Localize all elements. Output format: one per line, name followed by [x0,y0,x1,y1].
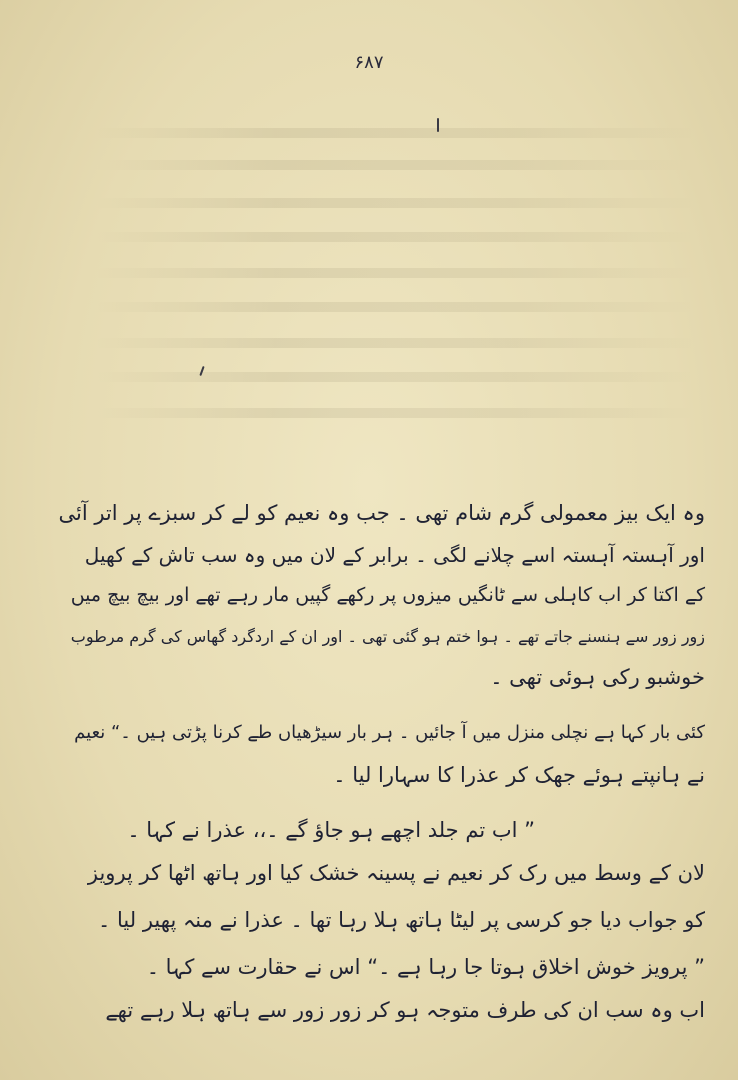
text-line: نے ہانپتے ہوئے جھک کر عذرا کا سہارا لیا ۔ [333,763,705,787]
show-through-line [95,232,695,242]
page-number: ۶۸۷ [354,52,384,73]
show-through-line [95,128,695,138]
text-line: وہ ایک بیز معمولی گرم شام تھی ۔ جب وہ نعیم کو لے کر سبزے پر اتر آئی [58,501,705,525]
text-line: لان کے وسط میں رک کر نعیم نے پسینہ خشک کیا اور ہاتھ اٹھا کر پرویز [87,861,705,885]
show-through-line [95,268,695,278]
text-line: ” اب تم جلد اچھے ہو جاؤ گے ۔،، عذرا نے کہا ۔ [127,818,535,842]
text-line: اب وہ سب ان کی طرف متوجہ ہو کر زور زور سے ہاتھ ہلا رہے تھے [105,998,705,1022]
show-through-line [95,160,695,170]
show-through-line [95,372,695,382]
show-through-line [95,408,695,418]
show-through-line [95,198,695,208]
show-through-line [95,302,695,312]
text-line: کو جواب دیا جو کرسی پر لیٹا ہاتھ ہلا رہا تھا ۔ عذرا نے منہ پھیر لیا ۔ [98,908,705,932]
text-line: زور زور سے ہنسنے جاتے تھے ۔ ہوا ختم ہو گئی تھی ۔ اور ان کے اردگرد گھاس کی گرم مرطوب [70,627,705,646]
text-line: کے اکتا کر اب کاہلی سے ٹانگیں میزوں پر رکھے گپیں مار رہے تھے اور بیچ بیچ میں [70,584,705,606]
text-line: اور آہستہ آہستہ اسے چلانے لگی ۔ برابر کے لان میں وہ سب تاش کے کھیل [84,543,705,567]
text-line: کئی بار کہا ہے نچلی منزل میں آ جائیں ۔ ہر بار سیڑھیاں طے کرنا پڑتی ہیں ۔“ نعیم [74,722,705,743]
text-line: خوشبو رکی ہوئی تھی ۔ [490,665,705,689]
text-line: ” پرویز خوش اخلاق ہوتا جا رہا ہے ۔“ اس نے حقارت سے کہا ۔ [146,955,705,979]
show-through-line [95,338,695,348]
ink-mark [437,118,439,132]
